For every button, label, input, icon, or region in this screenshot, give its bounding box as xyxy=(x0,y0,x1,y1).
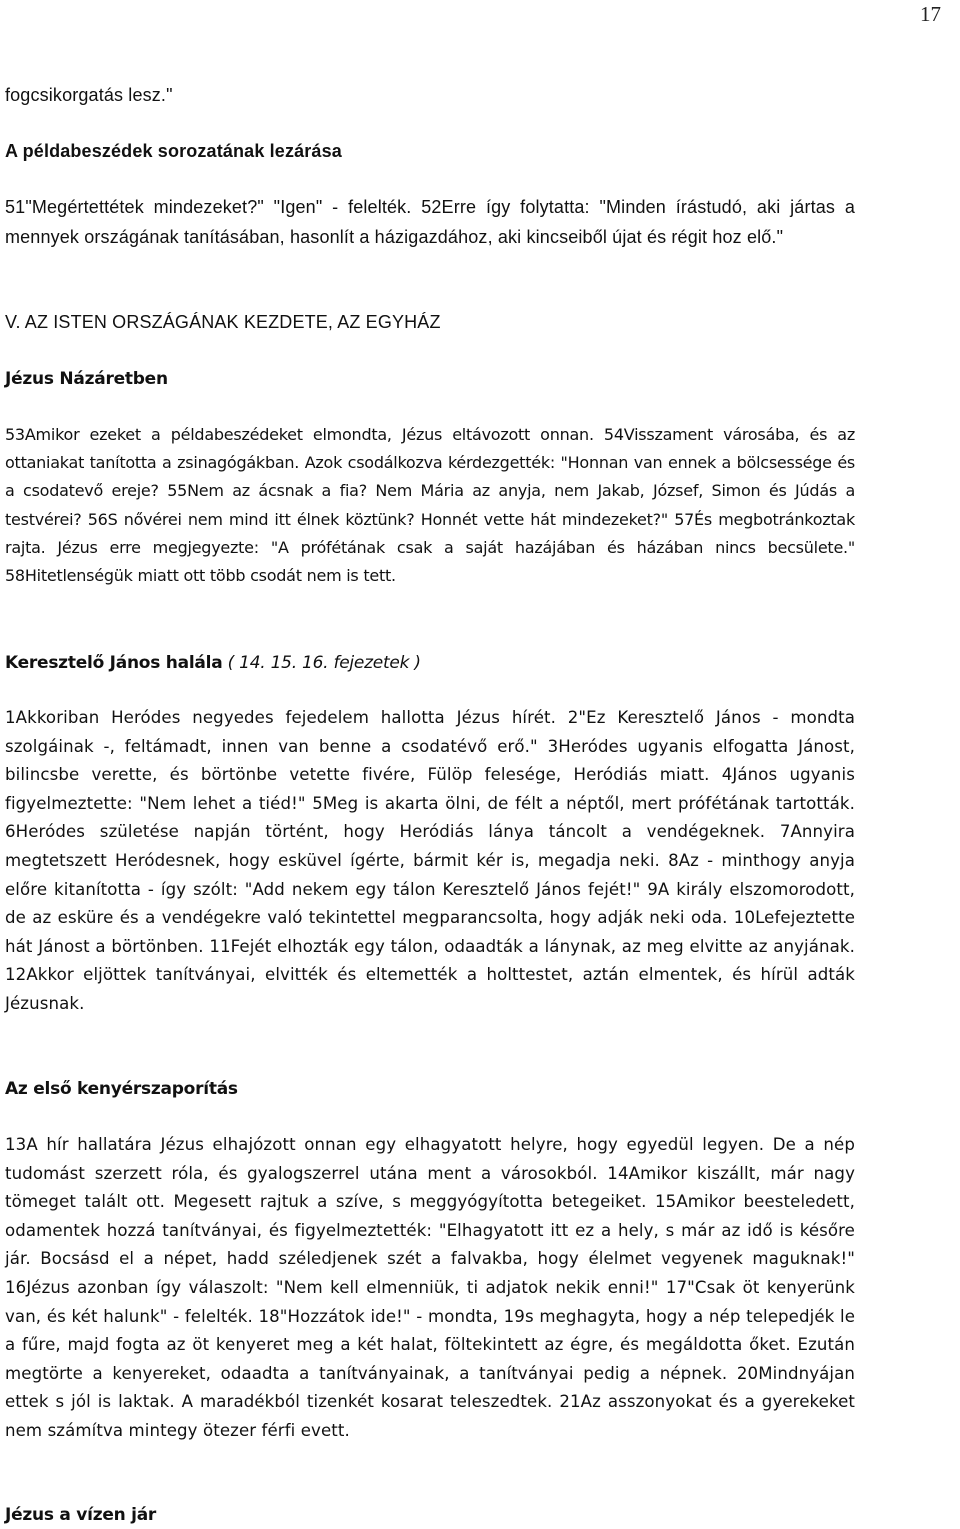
intro-line: fogcsikorgatás lesz." xyxy=(5,85,173,105)
heading-parables-closing: A példabeszédek sorozatának lezárása xyxy=(5,141,342,161)
paragraph-14-1-12: 1Akkoriban Heródes negyedes fejedelem hallotta Jézus hírét. 2"Ez Keresztelő János - mondta szolgáinak -, feltámadt, innen van benne a csodatévő erő." 3Heródes ugyanis elfogatta Jánost, bilincsbe verette, és börtönbe vetette fivére, Fülöp felesége, Heródiás miatt. 4János ugyanis figyelmeztette: "Nem lehet a tiéd!" 5Meg is akarta ölni, de félt a néptől, mert prófétának tartották. 6Heródes születése napján történt, hogy Heródiás lánya táncolt a vendégeknek. 7Annyira megtetszett Heródesnek, hogy esküvel ígérte, bármit kér is, megadja neki. 8Az - minthogy anyja előre kitanította - így szólt: "Add nekem egy tálon Keresztelő János fejét!" 9A király elszomorodott, de az esküre és a vendégekre való tekintettel megparancsolta, hogy adják neki oda. 10Lefejeztette hát Jánost a börtönben. 11Fejét elhozták egy tálon, odaadták a lánynak, az meg elvitte az anyjának. 12Akkor eljöttek tanítványai, elvitték és eltemették a holttestet, aztán elmentek, és hírül adták Jézusnak. xyxy=(5,708,855,1013)
heading-jesus-nazareth: Jézus Názáretben xyxy=(5,369,168,389)
paragraph-51-52: 51"Megértettétek mindezeket?" "Igen" - felelték. 52Erre így folytatta: "Minden írástudó, aki jártas a mennyek országának tanításában, hasonlít a házigazdához, aki kincseiből újat és régit hoz elő." xyxy=(5,197,855,247)
chapter-reference: ( 14. 15. 16. fejezetek ) xyxy=(227,653,421,673)
heading-walking-on-water: Jézus a vízen jár xyxy=(5,1505,157,1525)
heading-john-death: Keresztelő János halála xyxy=(5,653,223,673)
page-number: 17 xyxy=(920,2,941,26)
section-title: V. AZ ISTEN ORSZÁGÁNAK KEZDETE, AZ EGYHÁZ xyxy=(5,312,441,332)
paragraph-14-13-21: 13A hír hallatára Jézus elhajózott onnan egy elhagyatott helyre, hogy egyedül legyen. De a nép tudomást szerzett róla, és gyalogszerrel utána ment a városokból. 14Amikor kiszállt, már nagy tömeget talált ott. Megesett rajtuk a szíve, s meggyógyította betegeiket. 15Amikor beesteledett, odamentek hozzá tanítványai, és figyelmeztették: "Elhagyatott itt ez a hely, s már az idő is későre jár. Bocsásd el a népet, hadd széledjenek szét a falvakba, hogy élelmet vegyenek maguknak!" 16Jézus azonban így válaszolt: "Nem kell elmenniük, ti adjatok nekik enni!" 17"Csak öt kenyerünk van, és két halunk" - felelték. 18"Hozzátok ide!" - mondta, 19s meghagyta, hogy a nép telepedjék le a fűre, majd fogta az öt kenyeret meg a két halat, föltekintett az égre, és megáldotta őket. Ezután megtörte a kenyereket, odaadta a tanítványainak, a tanítványai pedig a népnek. 20Mindnyájan ettek s jól is laktak. A maradékból tizenkét kosarat teleszedtek. 21Az asszonyokat és a gyerekeket nem számítva mintegy ötezer férfi evett. xyxy=(5,1135,855,1440)
paragraph-53-58: 53Amikor ezeket a példabeszédeket elmondta, Jézus eltávozott onnan. 54Visszament városába, és az ottaniakat tanította a zsinagógákban. Azok csodálkozva kérdezgették: "Honnan van ennek a bölcsessége és a csodatevő ereje? 55Nem az ácsnak a fia? Nem Mária az anyja, nem Jakab, József, Simon és Júdás a testvérei? 56S nővérei nem mind itt élnek köztünk? Honnét vette hát mindezeket?" 57És megbotránkoztak rajta. Jézus erre megjegyezte: "A prófétának csak a saját hazájában és házában nincs becsülete." 58Hitetlenségük miatt ott több csodát nem is tett. xyxy=(5,425,855,586)
heading-john-death-line xyxy=(5,648,855,678)
heading-first-multiplication: Az első kenyérszaporítás xyxy=(5,1079,238,1099)
